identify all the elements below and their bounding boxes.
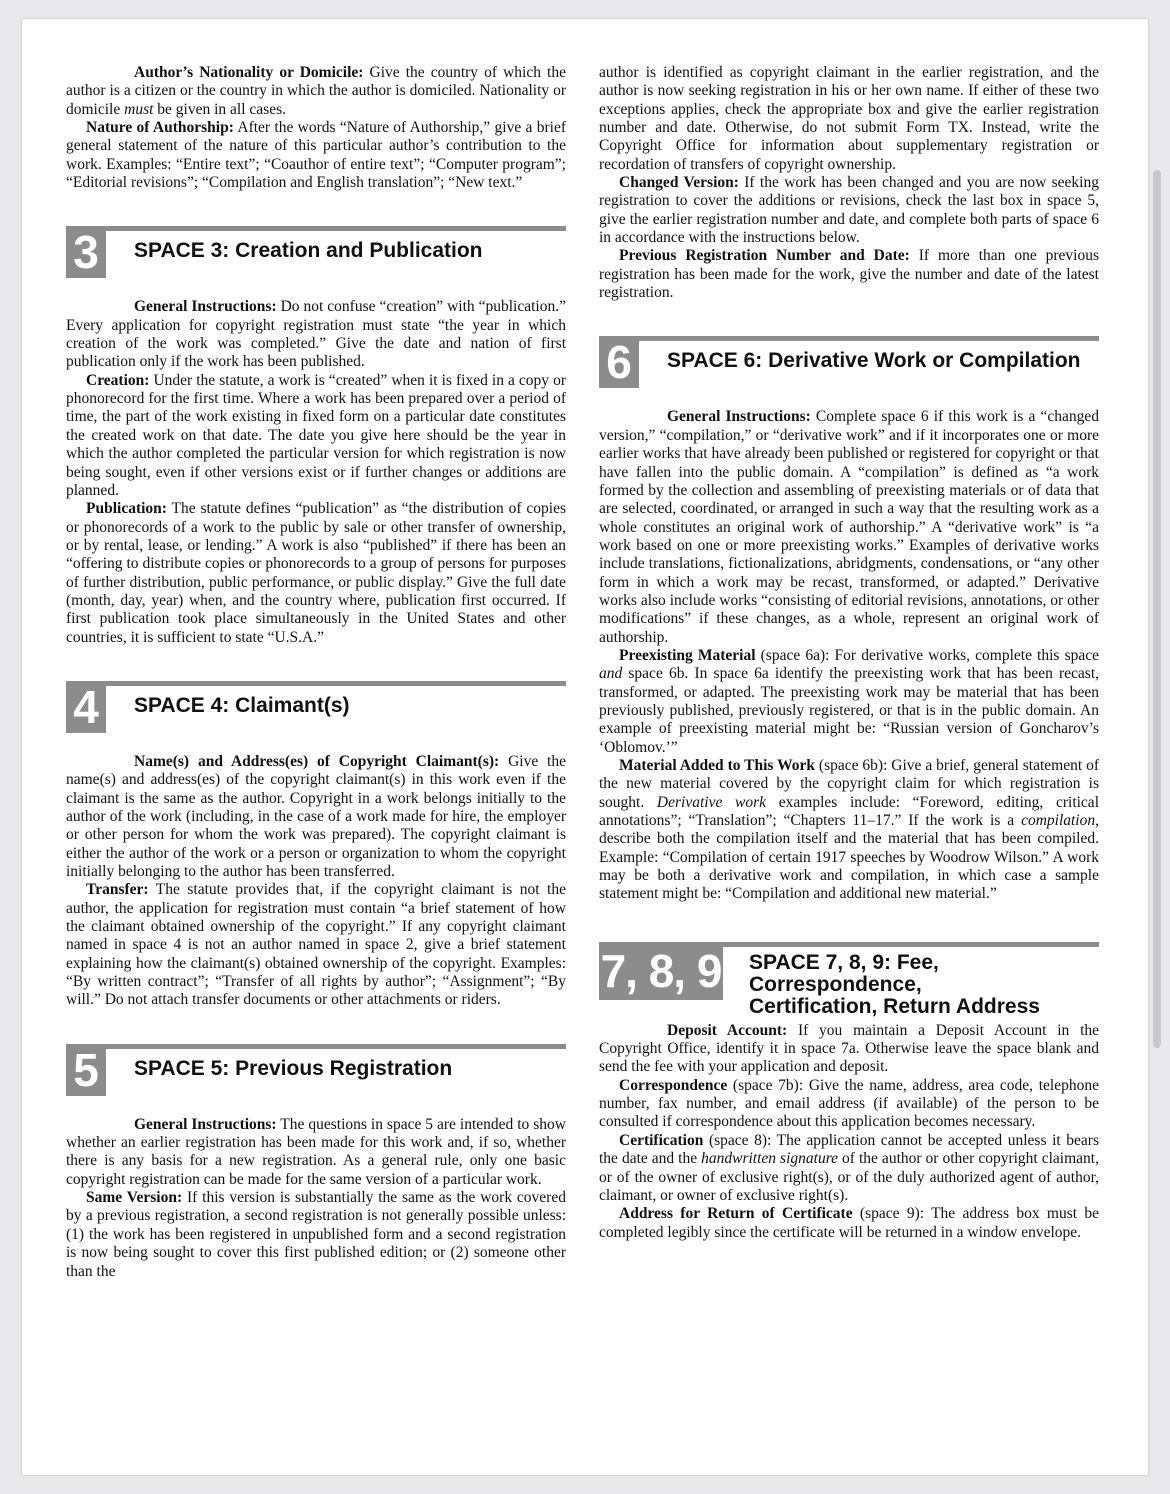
- term-heading: Name(s) and Address(es) of Copyright Claimant(s):: [134, 752, 500, 770]
- section-header-space-5: [66, 1044, 566, 1108]
- paragraph: Same Version: If this version is substantially the same as the work covered by a previous registration, a second registration is not generally possible unless: (1) the work has been registered in unpublished form and a second registration is now being sought to cover this first published edition; or (2) someone other than the: [66, 1189, 566, 1280]
- term-heading: General Instructions:: [667, 408, 811, 426]
- section-title: SPACE 6: Derivative Work or Compilation: [667, 349, 1081, 373]
- document-page: [22, 19, 1148, 1475]
- paragraph: Author’s Nationality or Domicile: Give the country of which the author is a citizen or the country in which the author is domiciled. Nationality or domicile must be given in all cases.: [66, 64, 566, 118]
- section-number: 7, 8, 9: [599, 942, 723, 1000]
- section-number: 4: [66, 681, 106, 733]
- section-header-space-3: [66, 226, 566, 290]
- paragraph: Preexisting Material (space 6a): For derivative works, complete this space and space 6b. In space 6a identify the preexisting work that has been recast, transformed, or adapted. The preexisting work may be material that has been previously published, previously registered, or that is in the public domain. An example of preexisting material might be: “Russian version of Goncharov’s ‘Oblomov.’”: [599, 646, 1099, 756]
- section-rule: [639, 336, 1099, 341]
- vertical-scrollbar[interactable]: [1153, 170, 1161, 1048]
- paragraph: Address for Return of Certificate (space 9): The address box must be completed legibly since the certificate will be returned in a window envelope.: [599, 1205, 1099, 1241]
- term-heading: Certification: [619, 1131, 704, 1149]
- term-heading: Creation:: [86, 371, 150, 389]
- left-column: [66, 64, 566, 1281]
- section-header-space-4: [66, 681, 566, 745]
- term-heading: Same Version:: [86, 1189, 183, 1207]
- paragraph: Nature of Authorship: After the words “Nature of Authorship,” give a brief general statement of the nature of this particular author’s contribution to the work. Examples: “Entire text”; “Coauthor of entire text”; “Computer program”; “Editorial revisions”; “Compilation and English translation”; “New text.”: [66, 119, 567, 192]
- section-title: SPACE 4: Claimant(s): [134, 693, 350, 717]
- term-heading: Transfer:: [86, 881, 149, 899]
- paragraph: author is identified as copyright claimant in the earlier registration, and the author is now seeking registration in his or her own name. If either of these two exceptions applies, check the appropriate box and give the earlier registration number and date. Otherwise, do not submit Form TX. Instead, write the Copyright Office for information about supplementary registration or recordation of transfers of copyright ownership.: [599, 64, 1099, 173]
- term-heading: General Instructions:: [134, 298, 277, 316]
- paragraph: Certification (space 8): The application cannot be accepted unless it bears the date and the handwritten signature of the author or other copyright claimant, or of the owner of exclusive right(s), or of the duly authorized agent of author, claimant, or owner of exclusive right(s).: [599, 1131, 1099, 1204]
- paragraph: Transfer: The statute provides that, if the copyright claimant is not the author, the application for registration must contain “a brief statement of how the claimant obtained ownership of the copyright.” If any copyright claimant named in space 4 is not an author named in space 2, give a brief statement explaining how the claimant(s) obtained ownership of the copyright. Examples: “By written contract”; “Transfer of all rights by author”; “Assignment”; “By will.” Do not attach transfer documents or other attachments or riders.: [66, 881, 566, 1009]
- section-rule: [106, 681, 566, 686]
- term-heading: Nature of Authorship:: [86, 119, 234, 137]
- section-title: SPACE 7, 8, 9: Fee, Correspondence, Certification, Return Address: [749, 950, 1040, 1018]
- section-number: 6: [599, 336, 639, 388]
- paragraph: General Instructions: Complete space 6 if this work is a “changed version,” “compilation,” or “derivative work” and if it incorporates one or more earlier works that have already been published or registered for copyright or that have fallen into the public domain. A “compilation” is defined as “a work formed by the collection and assembling of preexisting materials or of data that are selected, coordinated, or arranged in such a way that the resulting work as a whole constitutes an original work of authorship.” A “derivative work” is “a work based on one or more preexisting works.” Examples of derivative works include translations, fictionalizations, abridgments, condensations, or “any other form in which a work may be recast, transformed, or adapted.” Derivative works also include works “consisting of editorial revisions, annotations, or other modifications” if these changes, as a whole, represent an original work of authorship.: [599, 408, 1099, 646]
- paragraph: Correspondence (space 7b): Give the name, address, area code, telephone number, fax number, and email address (if available) of the person to be consulted if correspondence about this application becomes necessary.: [599, 1076, 1099, 1131]
- term-heading: Author’s Nationality or Domicile:: [134, 64, 364, 81]
- term-heading: General Instructions:: [134, 1115, 277, 1133]
- paragraph: Name(s) and Address(es) of Copyright Claimant(s): Give the name(s) and address(es) of the copyright claimant(s) in this work even if the claimant is the same as the author. Copyright in a work belongs initially to the author of the work (including, in the case of a work made for hire, the employer or other person for whom the work was prepared). The copyright claimant is either the author of the work or a person or organization to whom the copyright initially belonging to the author has been transferred.: [66, 752, 566, 880]
- paragraph: Material Added to This Work (space 6b): Give a brief, general statement of the new material covered by the copyright claim for which registration is sought. Derivative work examples include: “Foreword, editing, critical annotations”; “Translation”; “Chapters 11–17.” If the work is a compilation, describe both the compilation itself and the material that has been compiled. Example: “Compilation of certain 1917 speeches by Woodrow Wilson.” A work may be both a derivative work and compilation, in which case a sample statement might be: “Compilation and additional new material.”: [599, 757, 1099, 903]
- section-title: SPACE 5: Previous Registration: [134, 1056, 453, 1080]
- paragraph: Previous Registration Number and Date: If more than one previous registration has been made for the work, give the number and date of the latest registration.: [599, 247, 1099, 302]
- term-heading: Publication:: [86, 500, 167, 518]
- term-heading: Deposit Account:: [667, 1021, 788, 1039]
- section-header-space-7-8-9: [599, 942, 1099, 1018]
- paragraph: Creation: Under the statute, a work is “created” when it is fixed in a copy or phonorecord for the first time. Where a work has been prepared over a period of time, the part of the work existing in fixed form on a particular date constitutes the created work on that date. The date you give here should be the year in which the author completed the particular version for which registration is now being sought, even if other versions exist or if further changes or additions are planned.: [66, 371, 566, 499]
- term-heading: Material Added to This Work: [619, 757, 815, 774]
- section-rule: [723, 942, 1099, 947]
- paragraph: Deposit Account: If you maintain a Deposit Account in the Copyright Office, identify it in space 7a. Otherwise leave the space blank and send the fee with your application and deposit.: [599, 1021, 1100, 1076]
- section-number: 5: [66, 1044, 106, 1096]
- term-heading: Changed Version:: [619, 174, 739, 192]
- section-number: 3: [66, 226, 106, 278]
- term-heading: Correspondence: [619, 1076, 728, 1094]
- term-heading: Address for Return of Certificate: [619, 1205, 853, 1223]
- section-header-space-6: [599, 336, 1099, 400]
- term-heading: Previous Registration Number and Date:: [619, 247, 910, 265]
- section-rule: [106, 1044, 566, 1049]
- term-heading: Preexisting Material: [619, 646, 756, 664]
- section-rule: [106, 226, 566, 231]
- paragraph: Changed Version: If the work has been changed and you are now seeking registration to cover the additions or revisions, check the last box in space 5, give the earlier registration number and date, and complete both parts of space 6 in accordance with the instructions below.: [599, 174, 1099, 247]
- right-column: [599, 64, 1099, 1242]
- paragraph: General Instructions: Do not confuse “creation” with “publication.” Every application for copyright registration must state “the year in which creation of the work was completed.” Give the date and nation of first publication only if the work has been published.: [66, 298, 566, 371]
- paragraph: General Instructions: The questions in space 5 are intended to show whether an earlier registration has been made for this work and, if so, whether there is any basis for a new registration. As a general rule, only one basic copyright registration can be made for the same version of a particular work.: [66, 1115, 566, 1188]
- paragraph: Publication: The statute defines “publication” as “the distribution of copies or phonorecords of a work to the public by sale or other transfer of ownership, or by rental, lease, or lending.” A work is also “published” if there has been an “offering to distribute copies or phonorecords to a group of persons for purposes of further distribution, public performance, or public display.” Give the full date (month, day, year) when, and the country where, publication first occurred. If first publication took place simultaneously in the United States and other countries, it is sufficient to state “U.S.A.”: [66, 500, 566, 646]
- section-title: SPACE 3: Creation and Publication: [134, 239, 483, 263]
